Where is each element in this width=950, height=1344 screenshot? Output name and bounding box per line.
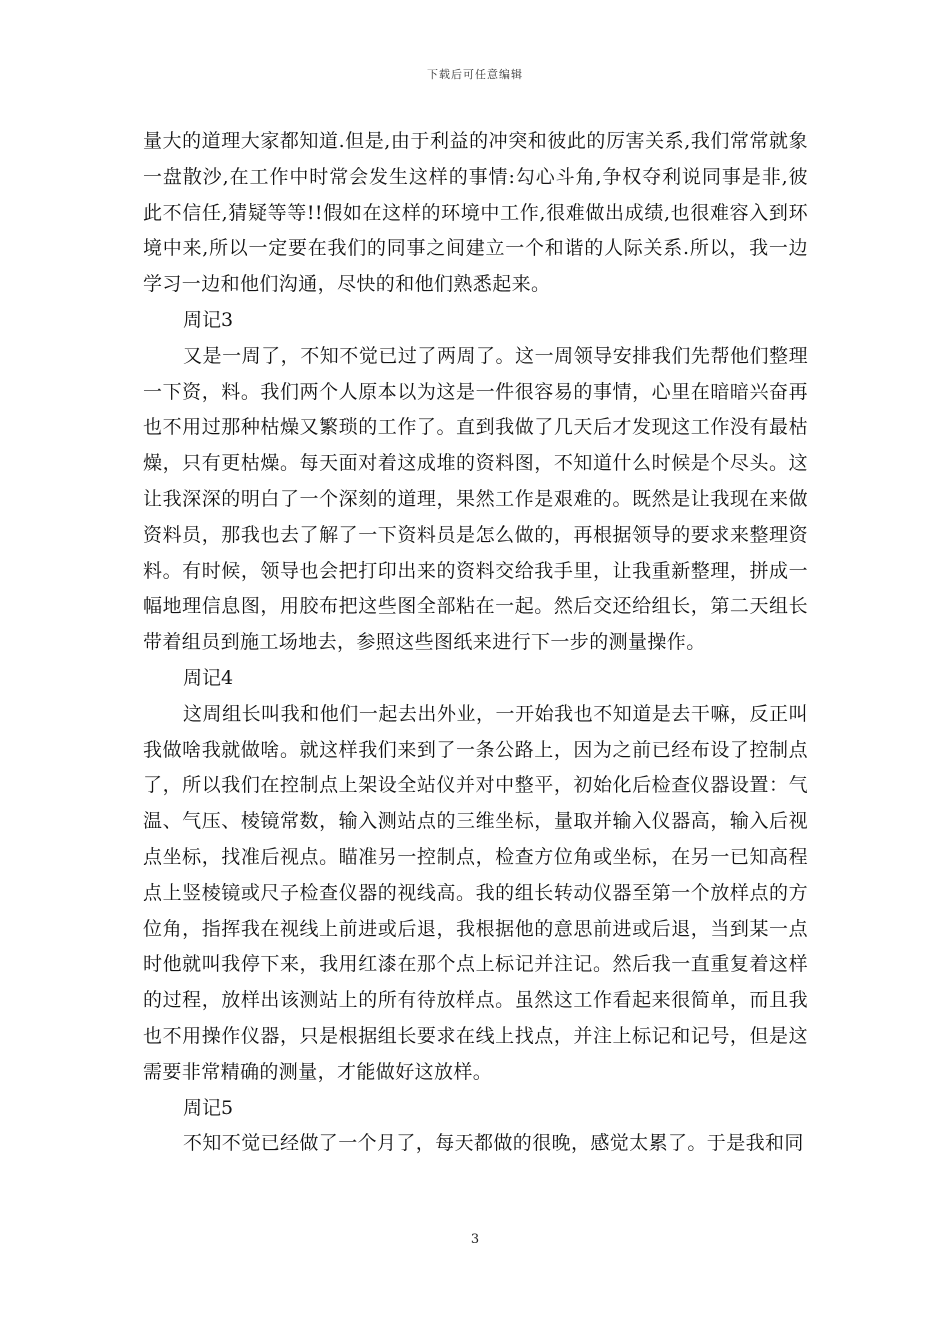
page-number: 3 (470, 1232, 480, 1247)
paragraph-week-5: 不知不觉已经做了一个月了，每天都做的很晚，感觉太累了。于是我和同 (183, 1132, 804, 1155)
document-body (143, 124, 808, 1162)
paragraph-week-3: 又是一周了，不知不觉已过了两周了。这一周领导安排我们先帮他们整理一下资，料。我们两个人原本以为这是一件很容易的事情，心里在暗暗兴奋再也不用过那种枯燥又繁琐的工作了。直到我做了几天后才发现这工作没有最枯燥，只有更枯燥。每天面对着这成堆的资料图，不知道什么时候是个尽头。这让我深深的明白了一个深刻的道理，果然工作是艰难的。既然是让我现在来做资料员，那我也去了解了一下资料员是怎么做的，再根据领导的要求来整理资料。有时候，领导也会把打印出来的资料交给我手里，让我重新整理，拼成一幅地理信息图，用胶布把这些图全部粘在一起。然后交还给组长，第二天组长带着组员到施工场地去，参照这些图纸来进行下一步的测量操作。 (143, 344, 808, 654)
heading-week-4: 周记4 (183, 666, 234, 689)
paragraph-week-4: 这周组长叫我和他们一起去出外业，一开始我也不知道是去干嘛，反正叫我做啥我就做啥。就这样我们来到了一条公路上，因为之前已经布设了控制点了，所以我们在控制点上架设全站仪并对中整平，初始化后检查仪器设置：气温、气压、棱镜常数，输入测站点的三维坐标，量取并输入仪器高，输入后视点坐标，找准后视点。瞄准另一控制点，检查方位角或坐标，在另一已知高程点上竖棱镜或尺子检查仪器的视线高。我的组长转动仪器至第一个放样点的方位角，指挥我在视线上前进或后退，我根据他的意思前进或后退，当到某一点时他就叫我停下来，我用红漆在那个点上标记并注记。然后我一直重复着这样的过程，放样出该测站上的所有待放样点。虽然这工作看起来很简单，而且我也不用操作仪器，只是根据组长要求在线上找点，并注上标记和记号，但是这需要非常精确的测量，才能做好这放样。 (143, 702, 808, 1083)
heading-week-5: 周记5 (183, 1096, 234, 1119)
paragraph-continuation: 量大的道理大家都知道.但是,由于利益的冲突和彼此的厉害关系,我们常常就象一盘散沙,在工作中时常会发生这样的事情:勾心斗角,争权夺利说同事是非,彼此不信任,猜疑等等!!假如在这样的环境中工作,很难做出成绩,也很难容入到环境中来,所以一定要在我们的同事之间建立一个和谐的人际关系.所以，我一边学习一边和他们沟通，尽快的和他们熟悉起来。 (143, 130, 808, 296)
heading-week-3: 周记3 (183, 308, 234, 331)
page-header: 下载后可任意编辑 (427, 68, 523, 81)
